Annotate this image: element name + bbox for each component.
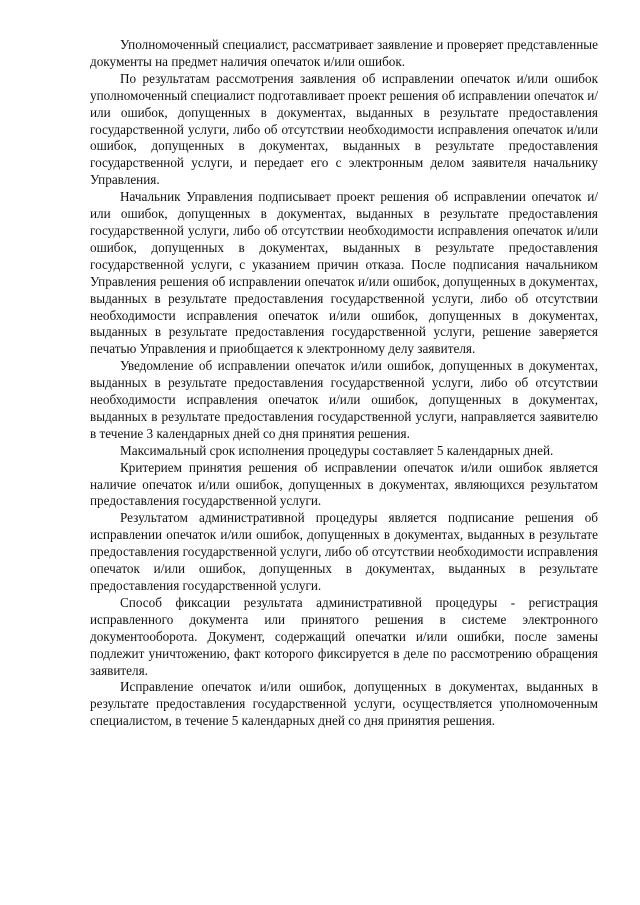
paragraph: Уполномоченный специалист, рассматривает заявление и проверяет представленные документы на предмет наличия опечаток и/или ошибок. xyxy=(90,37,598,69)
paragraph: Начальник Управления подписывает проект решения об исправлении опечаток и/или ошибок, допущенных в документах, выданных в результате предоставления государственной услуги, либо об отсутствии необходимости исправления опечаток и/или ошибок, допущенных в документах, выданных в результате предоставления государственной услуги, с указанием причин отказа. После подписания начальником Управления решения об исправлении опечаток и/или ошибок, допущенных в документах, выданных в результате предоставления государственной услуги, либо об отсутствии необходимости исправления опечаток и/или ошибок, допущенных в документах, выданных в результате предоставления государственной услуги, решение заверяется печатью Управления и приобщается к электронному делу заявителя. xyxy=(90,189,598,357)
document-body xyxy=(90,37,598,730)
paragraph: Критерием принятия решения об исправлении опечаток и/или ошибок является наличие опечаток и/или ошибок, допущенных в документах, являющихся результатом предоставления государственной услуги. xyxy=(90,459,598,509)
paragraph: Уведомление об исправлении опечаток и/или ошибок, допущенных в документах, выданных в результате предоставления государственной услуги, либо об отсутствии необходимости исправления опечаток и/или ошибок, допущенных в документах, выданных в результате предоставления государственной услуги, направляется заявителю в течение 3 календарных дней со дня принятия решения. xyxy=(90,358,598,441)
paragraph: Исправление опечаток и/или ошибок, допущенных в документах, выданных в результате предоставления государственной услуги, осуществляется уполномоченным специалистом, в течение 5 календарных дней со дня принятия решения. xyxy=(90,679,598,729)
paragraph: Результатом административной процедуры является подписание решения об исправлении опечаток и/или ошибок, допущенных в документах, выданных в результате предоставления государственной услуги, либо об отсутствии необходимости исправления опечаток и/или ошибок, допущенных в документах, выданных в результате предоставления государственной услуги. xyxy=(90,510,598,593)
paragraph: По результатам рассмотрения заявления об исправлении опечаток и/или ошибок уполномоченный специалист подготавливает проект решения об исправлении опечаток и/или ошибок, допущенных в документах, выданных в результате предоставления государственной услуги, либо об отсутствии необходимости исправления опечаток и/или ошибок, допущенных в документах, выданных в результате предоставления государственной услуги, и передает его с электронным делом заявителя начальнику Управления. xyxy=(90,70,598,188)
paragraph: Максимальный срок исполнения процедуры составляет 5 календарных дней. xyxy=(120,442,554,458)
paragraph: Способ фиксации результата административной процедуры - регистрация исправленного документа или принятого решения в системе электронного документооборота. Документ, содержащий опечатки и/или ошибки, после замены подлежит уничтожению, факт которого фиксируется в деле по рассмотрению обращения заявителя. xyxy=(90,594,598,678)
